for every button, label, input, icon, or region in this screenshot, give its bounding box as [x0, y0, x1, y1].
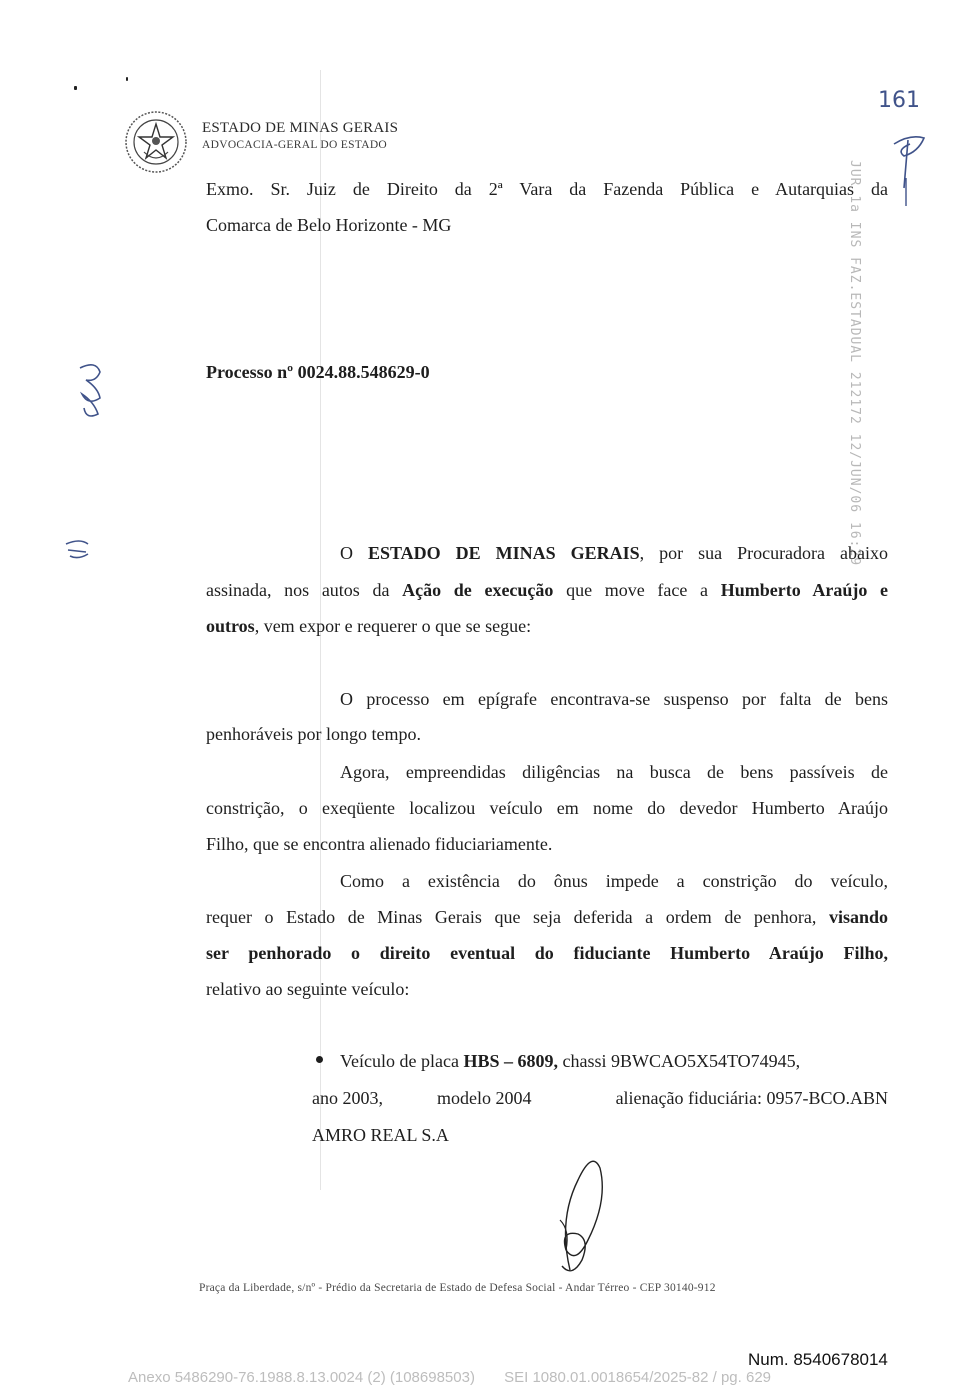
coat-of-arms-seal-icon	[124, 110, 188, 174]
folio-number: 161	[878, 88, 920, 113]
paragraph-3-line-4: relativo ao seguinte veículo:	[206, 979, 410, 999]
addressee-line-2: Comarca de Belo Horizonte - MG	[206, 215, 452, 235]
document-number: Num. 8540678014	[748, 1350, 888, 1369]
receipt-stamp: JUR 1a INS FAZ.ESTADUAL 212172 12/JUN/06 16:29	[847, 160, 862, 567]
paragraph-2-line-1: Agora, empreendidas diligências na busca de bens passíveis de	[340, 762, 888, 782]
issuer-department: ADVOCACIA-GERAL DO ESTADO	[202, 139, 388, 151]
vehicle-line-1: Veículo de placa HBS – 6809, chassi 9BWCAO5X54TO74945,	[316, 1043, 888, 1080]
vehicle-line-2	[312, 1080, 888, 1117]
addressee-line-1: Exmo. Sr. Juiz de Direito da 2ª Vara da Fazenda Pública e Autarquias da	[206, 179, 888, 199]
paragraph-2-line-3: Filho, que se encontra alienado fiduciariamente.	[206, 834, 553, 854]
paragraph-3-line-2: requer o Estado de Minas Gerais que seja deferida a ordem de penhora, visando	[206, 907, 888, 927]
paragraph-1-line-2: penhoráveis por longo tempo.	[206, 724, 421, 744]
bullet-icon	[316, 1056, 323, 1063]
scan-speck	[74, 86, 77, 90]
vehicle-lien: alienação fiduciária: 0957-BCO.ABN	[615, 1088, 888, 1108]
margin-mark-icon	[62, 538, 94, 560]
annex-reference: Anexo 5486290-76.1988.8.13.0024 (2) (108698503) SEI 1080.01.0018654/2025-82 / pg. 629	[128, 1369, 772, 1386]
scan-speck	[126, 77, 128, 81]
intro-line-1: O ESTADO DE MINAS GERAIS, por sua Procuradora abaixo	[340, 543, 888, 563]
paragraph-3-line-1: Como a existência do ônus impede a constrição do veículo,	[340, 871, 888, 891]
intro-line-3: outros, vem expor e requerer o que se segue:	[206, 616, 532, 636]
vehicle-year: ano 2003,	[312, 1088, 383, 1108]
margin-initials-icon	[74, 358, 110, 422]
vehicle-line-3: AMRO REAL S.A	[312, 1125, 449, 1145]
issuer-name: ESTADO DE MINAS GERAIS	[202, 120, 399, 136]
paragraph-2-line-2: constrição, o exeqüente localizou veículo em nome do devedor Humberto Araújo	[206, 798, 888, 818]
paragraph-3-line-3: ser penhorado o direito eventual do fiduciante Humberto Araújo Filho,	[206, 943, 888, 963]
signature-icon	[548, 1150, 618, 1280]
intro-line-2: assinada, nos autos da Ação de execução que move face a Humberto Araújo e	[206, 580, 889, 600]
vehicle-model: modelo 2004	[437, 1088, 532, 1108]
folio-mark-icon	[886, 118, 936, 208]
paragraph-1-line-1: O processo em epígrafe encontrava-se suspenso por falta de bens	[340, 689, 888, 709]
process-number: Processo nº 0024.88.548629-0	[206, 362, 430, 382]
footer-address: Praça da Liberdade, s/nº - Prédio da Secretaria de Estado de Defesa Social - Andar Térreo - CEP 30140-912	[199, 1282, 716, 1294]
